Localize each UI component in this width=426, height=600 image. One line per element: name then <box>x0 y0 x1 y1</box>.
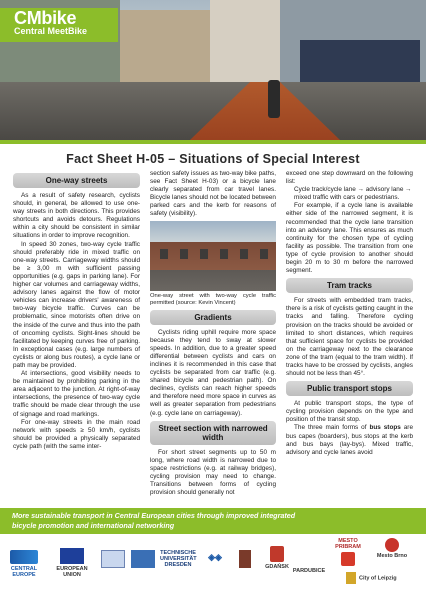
gdansk-logo <box>262 546 292 570</box>
kgd-logo: ◈◈ <box>208 552 222 562</box>
cmbike-logo: CMbike <box>14 8 77 28</box>
cmbike-logo-subtitle: Central MeetBike <box>14 26 88 36</box>
central-europe-label: CENTRAL EUROPE <box>10 566 38 578</box>
one-way-street-photo <box>150 221 276 291</box>
column-3 <box>286 170 413 457</box>
tu-dresden-logo <box>160 550 196 568</box>
mesto-brno-label: Mesto Brno <box>376 553 408 559</box>
heading-gradients: Gradients <box>150 310 276 325</box>
central-europe-logo <box>8 550 40 578</box>
partner-logo <box>130 550 156 568</box>
paragraph: At public transport stops, the type of cycling provision depends on the type and position of the transit stop. <box>286 400 413 424</box>
paragraph: section safety issues as two-way bike paths, see Fact Sheet H-03) or a bicycle lane clearly separated from car travel lanes. Bicycle lanes should not be located between parked cars and the kerb for reasons of safety (visibility). <box>150 170 276 218</box>
heading-narrowed-width: Street section with narrowed width <box>150 421 276 445</box>
paragraph: At intersections, good visibility needs to be maintained by prohibiting parking in the area adjacent to the junction. At right-of-way intersections, the presence of two-way cycle traffic should be made clear through the use of signage and road markings. <box>13 370 140 418</box>
green-divider <box>0 140 426 144</box>
text: are bus capes (boarders), bus stops at the kerb and bus bays (lay-bys). Mixed traffic, advisory and cycle lanes avoid <box>286 424 413 456</box>
paragraph: Cyclists riding uphill require more space because they tend to sway at slower speeds. In addition, due to a greater speed differential between cyclists and cars on inclines it is recommended in this case that cyclists be separated from car traffic (e.g. shared bicycle and pedestrian path). On declines, cyclists can reach higher speeds and therefore need more space in curves as well as greater separation from pedestrians (e.g. cycle lane on carriageway). <box>150 328 276 417</box>
paragraph: In speed 30 zones, two-way cycle traffic should preferably ride in mixed traffic on one-way streets. Carriageway widths should be ≥ 3,00 m with sufficient passing opportunities (e.g. gaps in parking lane). For higher car volumes and carriageway widths, advisory lanes against the flow of motor vehicles can increase drivers' awareness of two-way bicycle traffic. Curves can be problematic, since motorists often drive on the inside of the curve and thus into the path of oncoming cyclists. Sight-lines should be facilitated by keeping curves free of parking. In exceptional cases (e.g. large numbers of cyclists or along bus routes), a cycle lane or path may be provided. <box>13 240 140 369</box>
footer-line-2: bicycle promotion and international networking <box>12 520 175 530</box>
cyclist <box>268 80 280 118</box>
column-2 <box>150 170 276 497</box>
gdansk-label: GDAŃSK <box>265 564 289 570</box>
heading-one-way-streets: One-way streets <box>13 173 140 188</box>
paragraph: For streets with embedded tram tracks, there is a risk of cyclists getting caught in the tracks and falling. Therefore cycling provision on the tracks should be avoided or limited to short distances, which requires that sufficient space for cyclists be provided on the carriageway next to the clearance zone of the tram (equal to the tram width). If tracks have to be crossed by cyclists, angles should not be less than 45°. <box>286 297 413 378</box>
heading-public-transport-stops: Public transport stops <box>286 381 413 396</box>
pardubice-label: PARDUBICE <box>292 568 326 574</box>
paragraph: exceed one step downward on the following list: <box>286 170 413 186</box>
mesto-pribram-label: MESTO PRIBRAM <box>335 538 361 550</box>
paragraph: As a result of safety research, cyclists should, in general, be allowed to use one-way streets in both directions. This provides shortcuts and avoids detours. Regulations within a city should be consistent in similar situations in order to improve recognition. <box>13 192 140 240</box>
city-of-leipzig-logo <box>346 572 416 584</box>
page-title: Fact Sheet H-05 – Situations of Special Interest <box>66 152 360 166</box>
eu-label: EUROPEAN UNION <box>56 566 88 578</box>
paragraph: For short street segments up to 50 m long, where road width is narrowed due to space restrictions (e.g. at railway bridges), cycling provision may need to change. Transitions between forms of cycling provision should generally not <box>150 448 276 497</box>
eu-logo <box>52 548 92 578</box>
partner-logo <box>238 550 252 568</box>
partner-logos <box>0 536 426 600</box>
mesto-pribram-logo <box>328 538 368 566</box>
city-of-leipzig-label: City of Leipzig <box>359 575 397 582</box>
paragraph: For one-way streets in the main road network with speeds ≥ 50 km/h, cyclists should be provided a physically separated cycle path (with the same inter- <box>13 418 140 450</box>
photo-caption: One-way street with two-way cycle traffic permitted (source: Kevin Vincent) <box>150 292 276 306</box>
tu-dresden-label: TECHNISCHE UNIVERSITÄT DRESDEN <box>160 550 197 568</box>
paragraph <box>286 424 413 456</box>
partner-logo <box>100 550 126 568</box>
footer-text <box>12 511 422 530</box>
text: The three main forms of <box>294 424 370 432</box>
transition-list: Cycle track/cycle lane → advisory lane → mixed traffic with cars or pedestrians. <box>294 186 412 202</box>
bold-text: bus stops <box>369 424 401 432</box>
mesto-brno-logo <box>372 538 412 559</box>
column-1 <box>13 170 140 451</box>
pardubice-logo <box>292 568 326 574</box>
paragraph: For example, if a cycle lane is available either side of the narrowed segment, it is recommended that the cycle lane transition into an advisory lane. This ensures as much continuity for the chosen type of cycling facility as possible. The transition from one type of cycle provision to another should begin 20 m to 30 m before the narrowed segment. <box>286 202 413 275</box>
footer-line-1: More sustainable transport in Central European cities through improved integrated <box>12 511 296 520</box>
heading-tram-tracks: Tram tracks <box>286 278 413 293</box>
